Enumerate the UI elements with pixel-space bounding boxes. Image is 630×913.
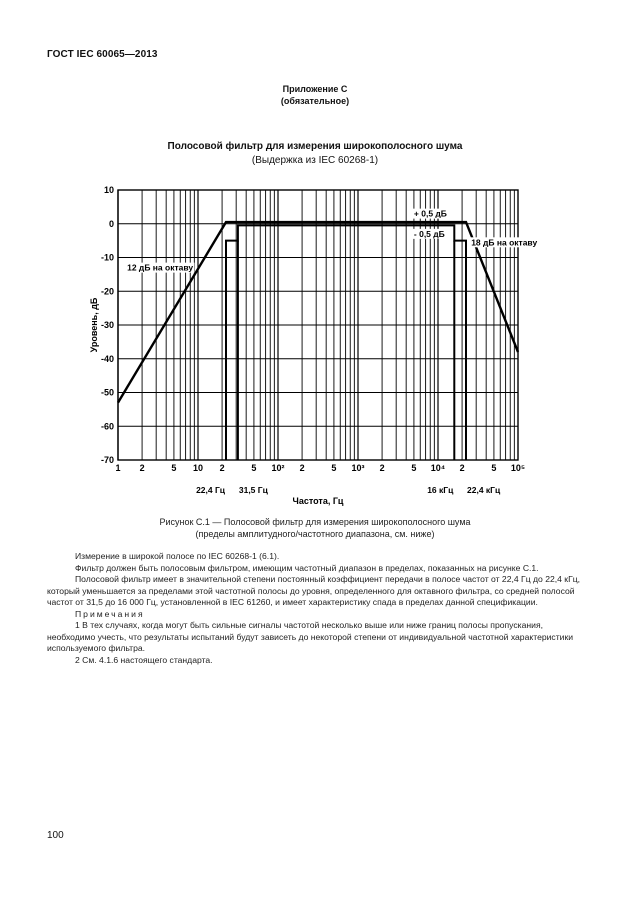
body-text [47,551,581,666]
x-tick-label: 2 [299,463,305,473]
page-number: 100 [47,830,64,841]
chart-annotation: + 0,5 дБ [413,208,447,219]
y-tick-label: 10 [103,185,114,195]
annex-status: (обязательное) [280,96,350,106]
x-tick-label: 5 [331,463,337,473]
x-tick-label: 5 [251,463,257,473]
y-tick-label: -40 [100,353,114,364]
x-tick-label: 2 [219,463,225,473]
figure-heading [0,140,630,168]
x-tick-label: 5 [411,463,417,473]
y-tick-label: -30 [100,320,114,330]
caption-line-1: Рисунок С.1 — Полосовой фильтр для измерения широкополосного шума [159,517,471,527]
document-header: ГОСТ IEC 60065—2013 [47,49,158,60]
paragraph-3: Полосовой фильтр имеет в значительной степени постоянный коэффициент передачи в полосе частот от 22,4 Гц до 22,4 кГц, который уменьшается за пределами этой частотной полосы до уровня, определенного для октавного фильтра, со средней полосой частот от 31,5 до 16 000 Гц, установленной в IEC 61260, и имеет характеристику спада в пределах данной спецификации. [47,574,581,607]
series-line-1 [118,222,518,403]
figure-title: Полосовой фильтр для измерения широкополосного шума [167,141,463,152]
cutoff-marker-label: 22,4 кГц [467,485,501,495]
note-2: 2 См. 4.1.6 настоящего стандарта. [75,654,213,665]
y-tick-label: -50 [100,387,114,398]
notes-heading: Примечания [75,608,145,619]
y-tick-label: -60 [100,421,114,432]
bandpass-chart [0,180,630,510]
chart-annotation: 12 дБ на октаву [127,262,194,273]
figure-caption [0,516,630,540]
x-tick-label: 5 [171,463,177,473]
x-tick-label: 10² [271,463,285,473]
y-axis-label: Уровень, дБ [89,297,99,353]
chart-annotation: - 0,5 дБ [413,228,445,239]
x-tick-label: 2 [459,463,465,473]
annex-title: Приложение С [282,84,348,94]
chart-annotation: 18 дБ на октаву [471,237,538,248]
y-tick-label: -70 [100,455,114,465]
figure-subtitle: (Выдержка из IEC 60268-1) [251,155,379,166]
cutoff-marker-label: 16 кГц [427,485,454,495]
x-tick-label: 10 [192,463,204,473]
paragraph-1: Измерение в широкой полосе по IEC 60268-1 (6.1). [75,551,280,561]
x-axis-label: Частота, Гц [292,496,344,506]
x-tick-label: 2 [139,463,145,473]
note-1: 1 В тех случаях, когда могут быть сильные сигналы частотой несколько выше или ниже границ полосы пропускания, необходимо учесть, что результаты испытаний будут зависеть до некоторой степени от индивидуальной частотной характеристики используемого фильтра. [47,620,574,653]
cutoff-marker-label: 31,5 Гц [238,485,268,495]
y-tick-label: -20 [100,286,114,297]
x-tick-label: 10³ [351,463,365,473]
annex-heading [0,83,630,107]
y-tick-label: 0 [108,218,114,229]
y-tick-label: -10 [100,252,114,263]
x-tick-label: 1 [115,463,121,473]
cutoff-marker-label: 22,4 Гц [196,485,226,495]
x-tick-label: 5 [491,463,497,473]
x-tick-label: 10⁵ [510,463,526,473]
x-tick-label: 2 [379,463,385,473]
caption-line-2: (пределы амплитудного/частотного диапазона, см. ниже) [195,529,435,539]
x-tick-label: 10⁴ [430,463,446,473]
paragraph-2: Фильтр должен быть полосовым фильтром, имеющим частотный диапазон в пределах, показанных на рисунке С.1. [75,562,539,573]
